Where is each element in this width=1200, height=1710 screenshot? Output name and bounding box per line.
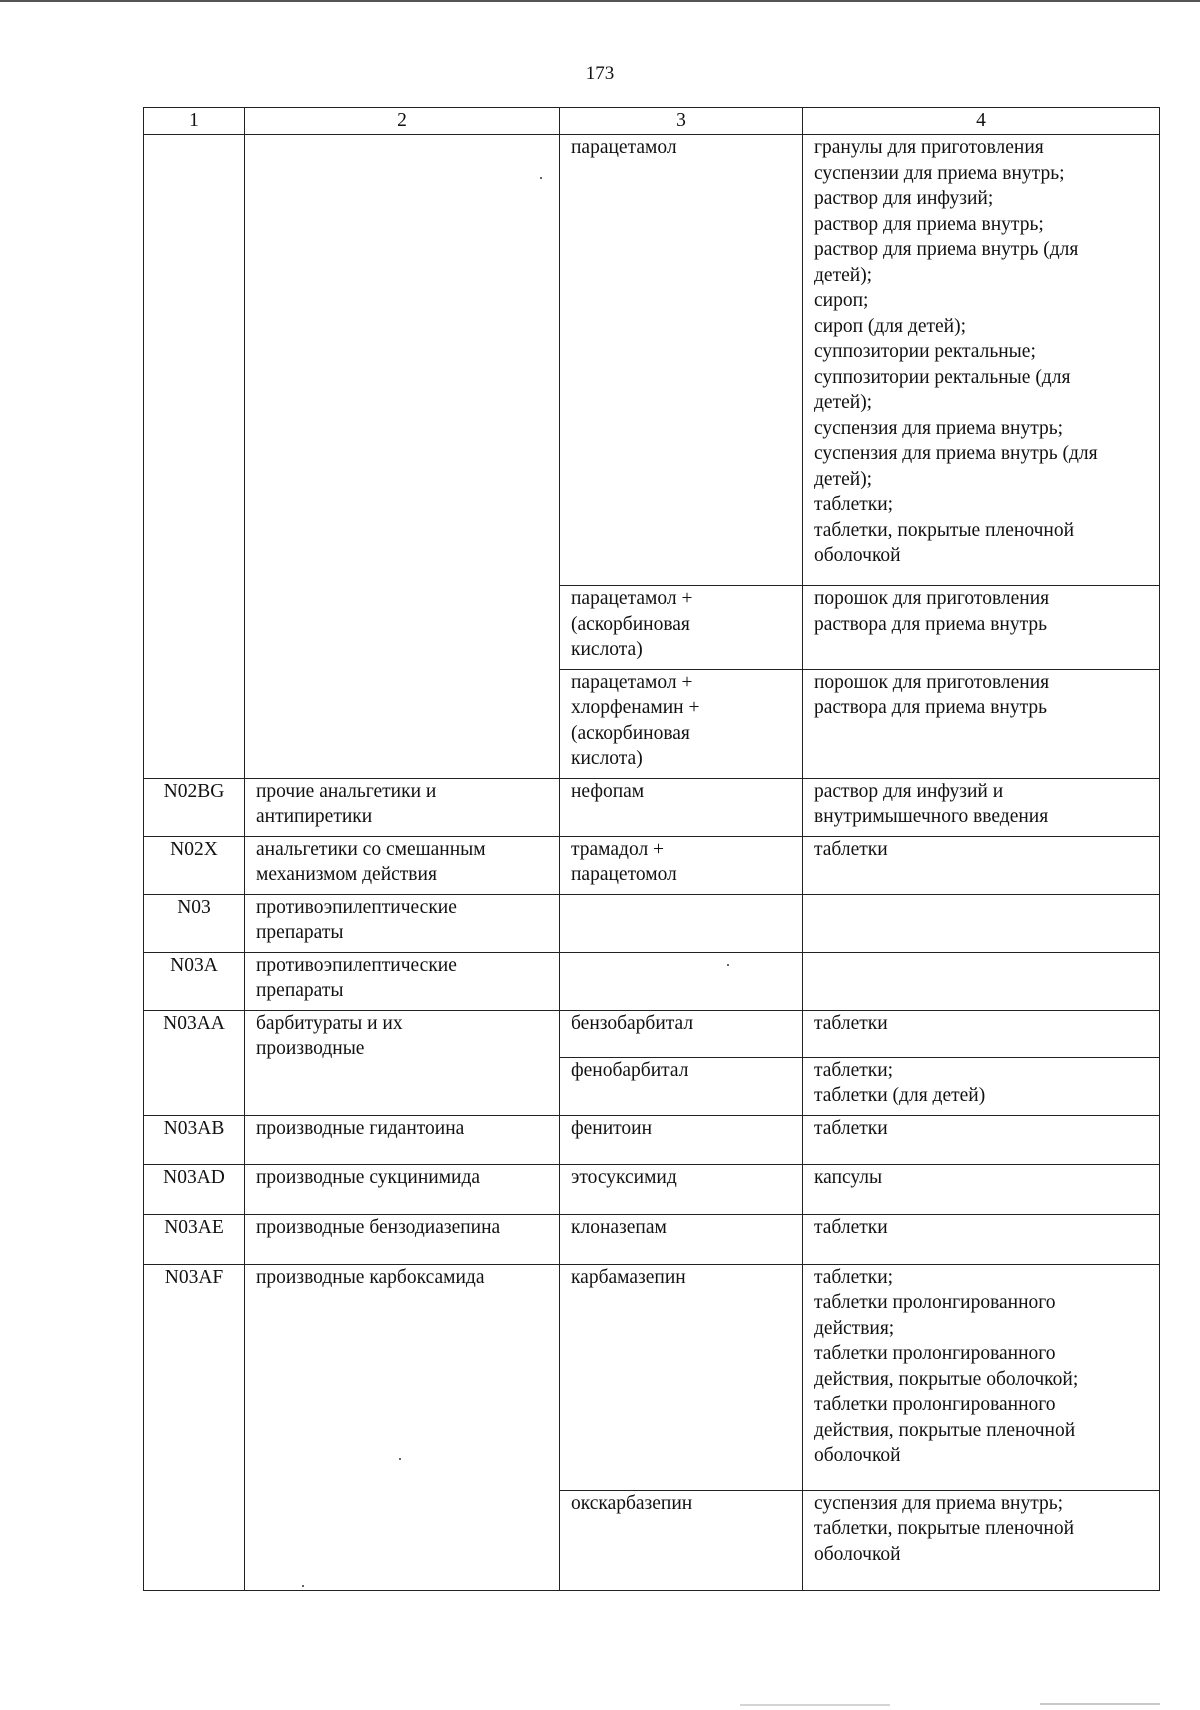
dosage-forms-cell: таблетки; таблетки пролонгированного действия; таблетки пролонгированного действия, покрытые оболочкой; таблетки пролонгированного действия, покрытые пленочной оболочкой	[803, 1264, 1160, 1490]
table-row	[144, 952, 1160, 1010]
atc-code-cell: N03AD	[144, 1164, 245, 1214]
drug-name-cell: парацетамол	[560, 135, 803, 586]
drug-name-cell: парацетамол + (аскорбиновая кислота)	[560, 586, 803, 670]
header-cell: 4	[803, 108, 1160, 135]
drug-name-cell: фенобарбитал	[560, 1057, 803, 1115]
atc-code-cell: N03A	[144, 952, 245, 1010]
dosage-forms-cell: раствор для инфузий и внутримышечного введения	[803, 778, 1160, 836]
atc-code-cell: N03AB	[144, 1115, 245, 1164]
scan-dot	[399, 1458, 401, 1460]
atc-code-cell: N03AE	[144, 1214, 245, 1264]
table-row	[144, 778, 1160, 836]
scan-dot	[540, 177, 542, 179]
table-row	[144, 1010, 1160, 1057]
group-name-cell: прочие анальгетики и антипиретики	[245, 778, 560, 836]
scan-dot	[302, 1585, 304, 1587]
atc-code-cell: N02X	[144, 836, 245, 894]
group-name-cell: анальгетики со смешанным механизмом действия	[245, 836, 560, 894]
table-header-row	[144, 108, 1160, 135]
medication-table	[143, 107, 1160, 1591]
drug-name-cell: нефопам	[560, 778, 803, 836]
header-cell: 1	[144, 108, 245, 135]
atc-code-cell: N03AF	[144, 1264, 245, 1590]
scan-artifact-line	[1040, 1703, 1160, 1705]
dosage-forms-cell: суспензия для приема внутрь; таблетки, покрытые пленочной оболочкой	[803, 1490, 1160, 1590]
drug-name-cell: трамадол + парацетомол	[560, 836, 803, 894]
dosage-forms-cell: капсулы	[803, 1164, 1160, 1214]
table-row	[144, 1264, 1160, 1490]
dosage-forms-cell: таблетки	[803, 1010, 1160, 1057]
drug-name-cell: фенитоин	[560, 1115, 803, 1164]
scan-artifact-line	[740, 1704, 890, 1706]
header-cell: 3	[560, 108, 803, 135]
dosage-forms-cell: таблетки	[803, 1115, 1160, 1164]
table-row	[144, 1164, 1160, 1214]
group-name-cell: производные карбоксамида	[245, 1264, 560, 1590]
group-name-cell: барбитураты и их производные	[245, 1010, 560, 1115]
drug-name-cell: клоназепам	[560, 1214, 803, 1264]
atc-code-cell: N03AA	[144, 1010, 245, 1115]
group-name-cell: производные сукцинимида	[245, 1164, 560, 1214]
group-name-cell: производные бензодиазепина	[245, 1214, 560, 1264]
dosage-forms-cell	[803, 952, 1160, 1010]
group-name-cell: противоэпилептические препараты	[245, 894, 560, 952]
dosage-forms-cell: таблетки; таблетки (для детей)	[803, 1057, 1160, 1115]
dosage-forms-cell	[803, 894, 1160, 952]
table-row	[144, 836, 1160, 894]
table-row	[144, 1214, 1160, 1264]
page-number: 173	[585, 63, 615, 84]
table-row	[144, 135, 1160, 586]
drug-name-cell: бензобарбитал	[560, 1010, 803, 1057]
drug-name-cell	[560, 894, 803, 952]
dosage-forms-cell: таблетки	[803, 1214, 1160, 1264]
dosage-forms-cell: порошок для приготовления раствора для приема внутрь	[803, 586, 1160, 670]
dosage-forms-cell: гранулы для приготовления суспензии для приема внутрь; раствор для инфузий; раствор для приема внутрь; раствор для приема внутрь (для детей); сироп; сироп (для детей); суппозитории ректальные; суппозитории ректальные (для детей); суспензия для приема внутрь; суспензия для приема внутрь (для детей); таблетки; таблетки, покрытые пленочной оболочкой	[803, 135, 1160, 586]
atc-code-cell: N03	[144, 894, 245, 952]
table-row	[144, 1115, 1160, 1164]
atc-code-cell	[144, 135, 245, 779]
group-name-cell: производные гидантоина	[245, 1115, 560, 1164]
atc-code-cell: N02BG	[144, 778, 245, 836]
dosage-forms-cell: таблетки	[803, 836, 1160, 894]
dosage-forms-cell: порошок для приготовления раствора для приема внутрь	[803, 669, 1160, 778]
group-name-cell	[245, 135, 560, 779]
drug-name-cell	[560, 952, 803, 1010]
drug-name-cell: окскарбазепин	[560, 1490, 803, 1590]
drug-name-cell: этосуксимид	[560, 1164, 803, 1214]
table-row	[144, 894, 1160, 952]
drug-name-cell: карбамазепин	[560, 1264, 803, 1490]
scan-dot	[727, 964, 729, 966]
group-name-cell: противоэпилептические препараты	[245, 952, 560, 1010]
top-border-line	[0, 0, 1200, 2]
header-cell: 2	[245, 108, 560, 135]
drug-name-cell: парацетамол + хлорфенамин + (аскорбиновая кислота)	[560, 669, 803, 778]
